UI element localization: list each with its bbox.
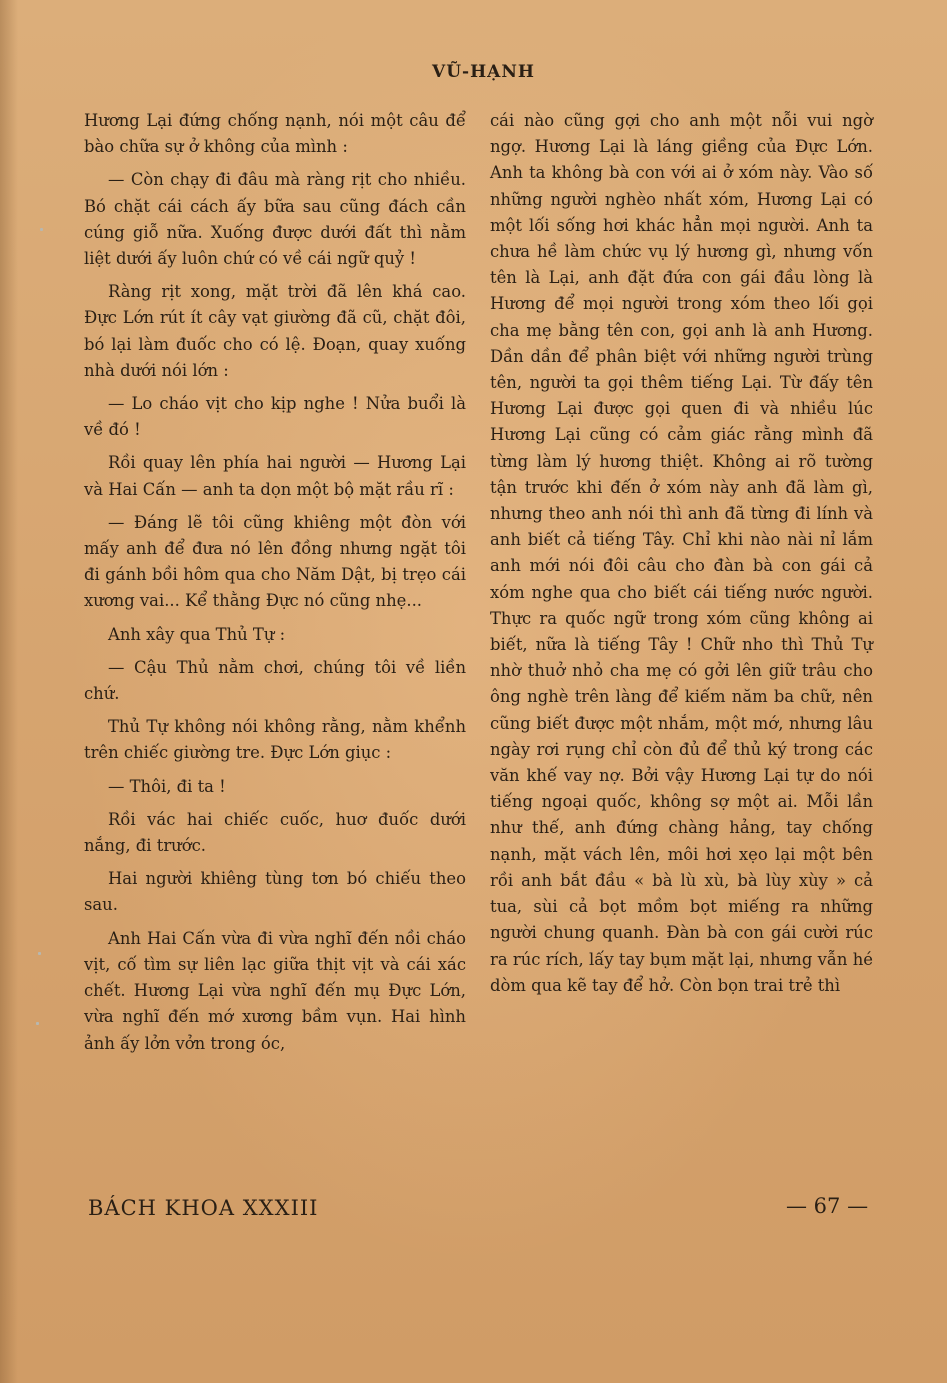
page-number: — 67 — <box>786 1194 869 1218</box>
paragraph: Anh Hai Cấn vừa đi vừa nghĩ đến nồi cháo vịt, cố tìm sự liên lạc giữa thịt vịt và cái xác chết. Hương Lại vừa nghĩ đến mụ Đực Lớn, vừa nghĩ đến mớ xương bầm vụn. Hai hình ảnh ấy lởn vởn trong óc, <box>84 928 466 1053</box>
paragraph: Rồi quay lên phía hai người — Hương Lại và Hai Cấn — anh ta dọn một bộ mặt rầu rĩ : <box>84 453 466 499</box>
left-column <box>84 108 466 1064</box>
paragraph: Rồi vác hai chiếc cuốc, huơ đuốc dưới nắng, đi trước. <box>84 809 466 856</box>
paragraph: — Đáng lẽ tôi cũng khiêng một đòn với mấy anh để đưa nó lên đồng nhưng ngặt tôi đi gánh bồi hôm qua cho Năm Dật, bị trẹo cái xương vai... Kể thằng Đực nó cũng nhẹ... <box>84 512 466 611</box>
page-binding-shadow <box>0 0 18 1383</box>
magazine-name: BÁCH KHOA XXXIII <box>88 1196 319 1220</box>
print-speck <box>38 952 41 955</box>
running-head: VŨ-HẠNH <box>432 62 535 82</box>
paragraph: Hương Lại đứng chống nạnh, nói một câu để bào chữa sự ở không của mình : <box>84 111 466 157</box>
paragraph: Hai người khiêng tùng tơn bó chiếu theo sau. <box>84 869 466 915</box>
paragraph: — Lo cháo vịt cho kịp nghe ! Nửa buổi là về đó ! <box>84 394 466 440</box>
right-column <box>490 108 873 1006</box>
print-speck <box>40 228 43 231</box>
print-speck <box>36 1022 39 1025</box>
paragraph: — Còn chạy đi đâu mà ràng rịt cho nhiều. Bó chặt cái cách ấy bữa sau cũng đách cần cúng giỗ nữa. Xuống được dưới đất thì nằm liệt dưới ấy luôn chứ có về cái ngữ quỷ ! <box>84 170 466 269</box>
paragraph: Thủ Tự không nói không rằng, nằm khểnh trên chiếc giường tre. Đực Lớn giục : <box>84 717 466 763</box>
paragraph: Anh xây qua Thủ Tự : <box>108 624 286 644</box>
paragraph: — Cậu Thủ nằm chơi, chúng tôi về liền chứ. <box>84 657 466 704</box>
paragraph: cái nào cũng gợi cho anh một nỗi vui ngờ ngợ. Hương Lại là láng giềng của Đực Lớn. Anh ta không bà con với ai ở xóm này. Vào số những người nghèo nhất xóm, Hương Lại có một lối sống hơi khác hẳn mọi người. Anh ta chưa hề làm chức vụ lý hương gì, nhưng vốn tên là Lại, anh đặt đứa con gái đầu lòng là Hương để mọi người trong xóm theo lối gọi cha mẹ bằng tên con, gọi anh là anh Hương. Dần dần để phân biệt với những người trùng tên, người ta gọi thêm tiếng Lại. Từ đấy tên Hương Lại được gọi quen đi và nhiều lúc Hương Lại cũng có cảm giác rằng mình đã từng làm lý hương thiệt. Không ai rõ tường tận trước khi đến ở xóm này anh đã làm gì, nhưng theo anh nói thì anh đã từng đi lính và anh biết cả tiếng Tây. Chỉ khi nào nài nỉ lắm anh mới nói đôi câu cho đàn bà con gái cả xóm nghe qua cho biết cái tiếng nước người. Thực ra quốc ngữ trong xóm cũng không ai biết, nữa là tiếng Tây ! Chữ nho thì Thủ Tự nhờ thuở nhỏ cha mẹ có gởi lên giữ trâu cho ông nghè trên làng để kiếm năm ba chữ, nên cũng biết được một nhắm, một mớ, nhưng lâu ngày rơi rụng chỉ còn đủ để thủ ký trong các văn khế vay nợ. Bởi vậy Hương Lại tự do nói tiếng ngoại quốc, không sợ một ai. Mỗi lần như thế, anh đứng chàng hảng, tay chống nạnh, mặt vách lên, môi hơi xẹo lại một bên rồi anh bắt đầu « bà lù xù, bà lùy xùy » cả tua, sùi cả bọt mồm bọt miếng ra những người chung quanh. Đàn bà con gái cười rúc ra rúc rích, lấy tay bụm mặt lại, nhưng vẫn hé dòm qua kẽ tay để hở. Còn bọn trai trẻ thì <box>490 111 873 995</box>
paragraph: — Thôi, đi ta ! <box>108 776 226 796</box>
paragraph: Ràng rịt xong, mặt trời đã lên khá cao. Đực Lớn rút ít cây vạt giường đã cũ, chặt đôi, bó lại làm đuốc cho có lệ. Đoạn, quay xuống nhà dưới nói lớn : <box>84 282 466 380</box>
